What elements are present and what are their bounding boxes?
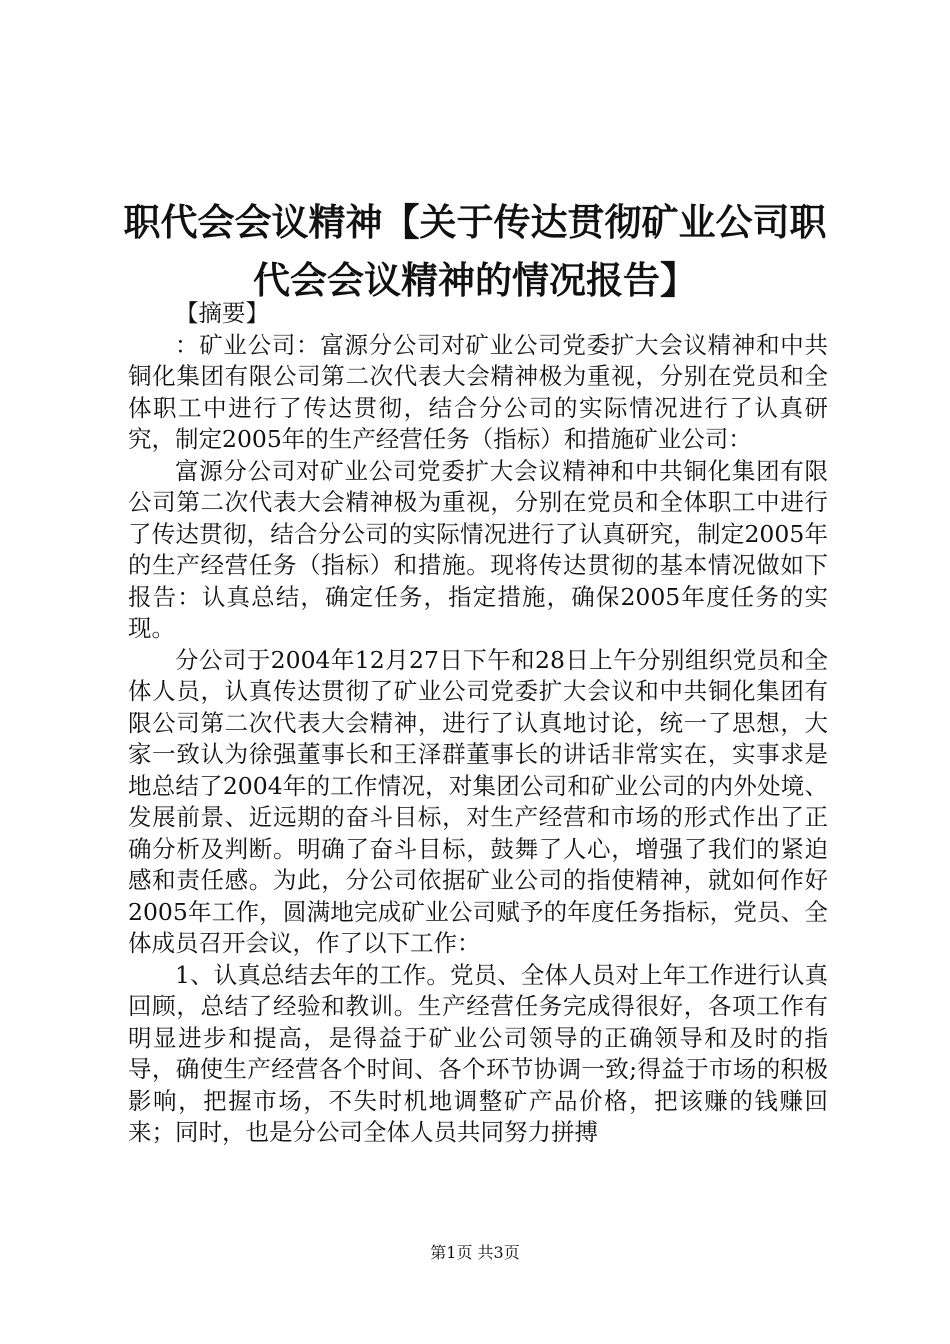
paragraph: 富源分公司对矿业公司党委扩大会议精神和中共铜化集团有限公司第二次代表大会精神极为重视，分别在党员和全体职工中进行了传达贯彻，结合分公司的实际情况进行了认真研究，制定2005年的生产经营任务（指标）和措施。现将传达贯彻的基本情况做如下报告：认真总结，确定任务，指定措施，确保2005年度任务的实现。 (128, 456, 828, 642)
paragraph: ：矿业公司：富源分公司对矿业公司党委扩大会议精神和中共铜化集团有限公司第二次代表大会精神极为重视，分别在党员和全体职工中进行了传达贯彻，结合分公司的实际情况进行了认真研究，制定2005年的生产经营任务（指标）和措施矿业公司： (128, 330, 828, 453)
paragraph: 分公司于2004年12月27日下午和28日上午分别组织党员和全体人员，认真传达贯彻了矿业公司党委扩大会议和中共铜化集团有限公司第二次代表大会精神，进行了认真地讨论，统一了思想，大家一致认为徐强董事长和王泽群董事长的讲话非常实在，实事求是地总结了2004年的工作情况，对集团公司和矿业公司的内外处境、发展前景、近远期的奋斗目标，对生产经营和市场的形式作出了正确分析及判断。明确了奋斗目标，鼓舞了人心，增强了我们的紧迫感和责任感。为此，分公司依据矿业公司的指使精神，就如何作好2005年工作，圆满地完成矿业公司赋予的年度任务指标，党员、全体成员召开会议，作了以下工作： (128, 645, 828, 957)
paragraph: 1、认真总结去年的工作。党员、全体人员对上年工作进行认真回顾，总结了经验和教训。生产经营任务完成得很好，各项工作有明显进步和提高，是得益于矿业公司领导的正确领导和及时的指导，确使生产经营各个时间、各个环节协调一致;得益于市场的积极影响，把握市场，不失时机地调整矿产品价格，把该赚的钱赚回来；同时，也是分公司全体人员共同努力拼搏 (128, 960, 828, 1146)
document-title: 职代会会议精神【关于传达贯彻矿业公司职代会会议精神的情况报告】 (123, 199, 827, 302)
page-footer: 第1页 共3页 (430, 1243, 520, 1262)
abstract-label: 【摘要】 (175, 299, 269, 327)
document-body (128, 298, 828, 1149)
